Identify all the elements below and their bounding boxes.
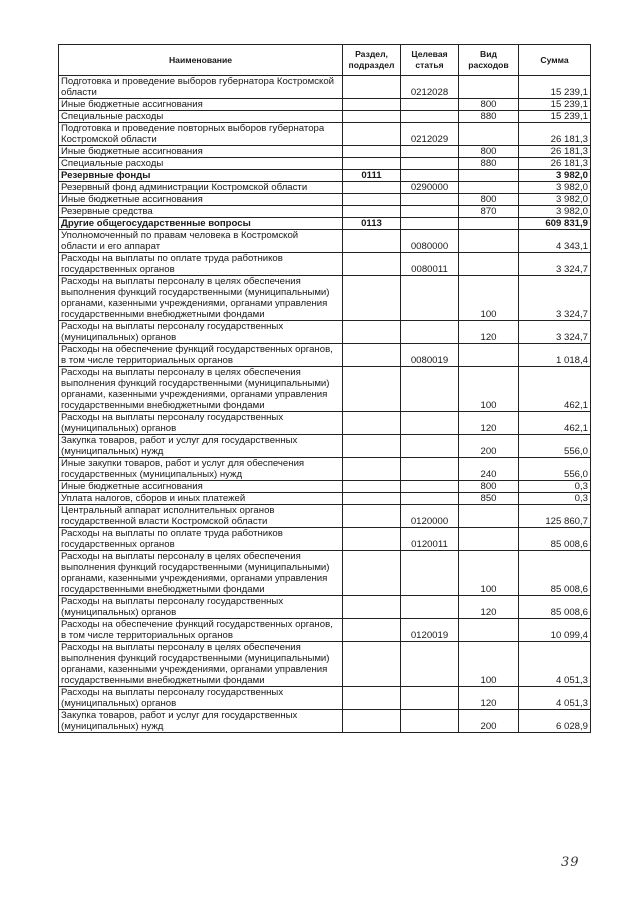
- header-sum: Сумма: [519, 45, 591, 76]
- row-name-line: Резервные фонды: [61, 170, 151, 181]
- row-sum: 15 239,1: [519, 99, 591, 111]
- budget-sheet: [58, 44, 590, 733]
- row-name-line: органами, казенными учреждениями, органами управления: [61, 298, 328, 309]
- row-name-line: государственных (муниципальных) нужд: [61, 469, 243, 480]
- row-section: 0111: [343, 170, 401, 182]
- table-row: [59, 170, 591, 182]
- row-name: [59, 194, 343, 206]
- row-name-line: (муниципальных) органов: [61, 607, 177, 618]
- row-name: [59, 76, 343, 99]
- row-name-line: выполнения функций государственными (муниципальными): [61, 653, 330, 664]
- row-name: [59, 619, 343, 642]
- row-target: [401, 146, 459, 158]
- row-section: [343, 276, 401, 321]
- row-section: [343, 619, 401, 642]
- row-target: [401, 111, 459, 123]
- row-name-line: Подготовка и проведение повторных выборов губернатора: [61, 123, 325, 134]
- row-section: [343, 182, 401, 194]
- row-sum: 3 982,0: [519, 194, 591, 206]
- row-name-line: органами, казенными учреждениями, органами управления: [61, 664, 328, 675]
- row-section: [343, 367, 401, 412]
- row-name-line: области: [61, 87, 97, 98]
- row-name-line: Специальные расходы: [61, 158, 164, 169]
- table-row: [59, 182, 591, 194]
- row-name-line: Резервный фонд администрации Костромской области: [61, 182, 308, 193]
- table-row: [59, 276, 591, 321]
- row-sum: 85 008,6: [519, 528, 591, 551]
- row-sum: 15 239,1: [519, 76, 591, 99]
- row-name-line: Расходы на выплаты персоналу государственных: [61, 321, 284, 332]
- row-name-line: Уплата налогов, сборов и иных платежей: [61, 493, 246, 504]
- row-name: [59, 642, 343, 687]
- row-name: [59, 146, 343, 158]
- table-row: [59, 481, 591, 493]
- row-sum: 26 181,3: [519, 158, 591, 170]
- row-section: [343, 493, 401, 505]
- row-sum: 4 051,3: [519, 687, 591, 710]
- row-section: 0113: [343, 218, 401, 230]
- row-sum: 26 181,3: [519, 146, 591, 158]
- row-name: [59, 253, 343, 276]
- row-name-line: Расходы на обеспечение функций государственных органов,: [61, 344, 333, 355]
- row-name: [59, 505, 343, 528]
- page-number: 39: [561, 855, 580, 870]
- row-target: [401, 596, 459, 619]
- row-name-line: органами, казенными учреждениями, органами управления: [61, 389, 328, 400]
- row-target: [401, 493, 459, 505]
- row-name: [59, 276, 343, 321]
- row-kind: 800: [459, 194, 519, 206]
- row-kind: 120: [459, 687, 519, 710]
- table-row: [59, 321, 591, 344]
- table-row: [59, 551, 591, 596]
- row-name-line: (муниципальных) нужд: [61, 721, 164, 732]
- row-sum: 1 018,4: [519, 344, 591, 367]
- row-section: [343, 321, 401, 344]
- row-name-line: государственной власти Костромской области: [61, 516, 268, 527]
- row-kind: 200: [459, 710, 519, 733]
- row-name-line: государственных органов: [61, 264, 175, 275]
- row-name-line: государственных органов: [61, 539, 175, 550]
- row-kind: 850: [459, 493, 519, 505]
- row-kind: [459, 170, 519, 182]
- row-sum: 0,3: [519, 481, 591, 493]
- row-name: [59, 344, 343, 367]
- row-name: [59, 481, 343, 493]
- table-body: [59, 76, 591, 733]
- row-sum: 0,3: [519, 493, 591, 505]
- row-target: 0080000: [401, 230, 459, 253]
- row-sum: 3 982,0: [519, 206, 591, 218]
- row-name: [59, 687, 343, 710]
- row-name-line: Специальные расходы: [61, 111, 164, 122]
- table-row: [59, 111, 591, 123]
- row-name: [59, 710, 343, 733]
- row-kind: [459, 182, 519, 194]
- row-section: [343, 344, 401, 367]
- row-name-line: Расходы на выплаты персоналу в целях обеспечения: [61, 642, 301, 653]
- row-name-line: Другие общегосударственные вопросы: [61, 218, 251, 229]
- row-target: [401, 218, 459, 230]
- row-target: [401, 412, 459, 435]
- row-section: [343, 99, 401, 111]
- row-kind: 240: [459, 458, 519, 481]
- row-name-line: выполнения функций государственными (муниципальными): [61, 562, 330, 573]
- row-name-line: государственными внебюджетными фондами: [61, 675, 265, 686]
- row-sum: 4 051,3: [519, 642, 591, 687]
- table-row: [59, 619, 591, 642]
- table-row: [59, 194, 591, 206]
- row-kind: 100: [459, 551, 519, 596]
- row-sum: 10 099,4: [519, 619, 591, 642]
- row-kind: 800: [459, 99, 519, 111]
- row-name-line: Иные бюджетные ассигнования: [61, 481, 203, 492]
- row-kind: [459, 619, 519, 642]
- row-section: [343, 596, 401, 619]
- row-target: [401, 158, 459, 170]
- row-target: 0290000: [401, 182, 459, 194]
- row-name-line: Уполномоченный по правам человека в Костромской: [61, 230, 299, 241]
- row-name-line: в том числе территориальных органов: [61, 630, 233, 641]
- row-section: [343, 458, 401, 481]
- row-name-line: (муниципальных) нужд: [61, 446, 164, 457]
- row-kind: [459, 344, 519, 367]
- row-sum: 85 008,6: [519, 551, 591, 596]
- row-sum: 462,1: [519, 412, 591, 435]
- row-sum: 462,1: [519, 367, 591, 412]
- row-target: [401, 710, 459, 733]
- row-sum: 3 982,0: [519, 170, 591, 182]
- table-row: [59, 505, 591, 528]
- row-target: 0212029: [401, 123, 459, 146]
- row-target: [401, 367, 459, 412]
- header-kind: Вид расходов: [459, 45, 519, 76]
- row-kind: [459, 76, 519, 99]
- row-kind: 100: [459, 642, 519, 687]
- row-sum: 85 008,6: [519, 596, 591, 619]
- table-row: [59, 146, 591, 158]
- row-name: [59, 458, 343, 481]
- table-row: [59, 493, 591, 505]
- row-name-line: (муниципальных) органов: [61, 423, 177, 434]
- row-sum: 556,0: [519, 458, 591, 481]
- row-name-line: Иные бюджетные ассигнования: [61, 194, 203, 205]
- row-name-line: области и его аппарат: [61, 241, 161, 252]
- row-section: [343, 528, 401, 551]
- row-section: [343, 146, 401, 158]
- row-section: [343, 642, 401, 687]
- row-name-line: Расходы на выплаты персоналу государственных: [61, 596, 284, 607]
- row-name: [59, 170, 343, 182]
- row-target: [401, 194, 459, 206]
- row-name-line: Иные бюджетные ассигнования: [61, 146, 203, 157]
- row-name: [59, 99, 343, 111]
- row-section: [343, 76, 401, 99]
- row-target: [401, 276, 459, 321]
- row-name: [59, 123, 343, 146]
- row-sum: 4 343,1: [519, 230, 591, 253]
- table-row: [59, 528, 591, 551]
- row-kind: [459, 123, 519, 146]
- row-name-line: в том числе территориальных органов: [61, 355, 233, 366]
- row-name: [59, 206, 343, 218]
- row-name: [59, 158, 343, 170]
- row-name-line: (муниципальных) органов: [61, 698, 177, 709]
- row-sum: 3 324,7: [519, 276, 591, 321]
- row-name-line: Резервные средства: [61, 206, 153, 217]
- row-name: [59, 111, 343, 123]
- table-row: [59, 230, 591, 253]
- row-name-line: государственными внебюджетными фондами: [61, 309, 265, 320]
- row-name: [59, 528, 343, 551]
- row-kind: [459, 528, 519, 551]
- header-name: Наименование: [59, 45, 343, 76]
- table-row: [59, 710, 591, 733]
- row-section: [343, 687, 401, 710]
- row-kind: [459, 253, 519, 276]
- row-kind: 870: [459, 206, 519, 218]
- row-kind: 880: [459, 111, 519, 123]
- row-section: [343, 158, 401, 170]
- table-row: [59, 76, 591, 99]
- row-name-line: Центральный аппарат исполнительных органов: [61, 505, 275, 516]
- row-kind: 120: [459, 412, 519, 435]
- header-section: Раздел, подраздел: [343, 45, 401, 76]
- row-name: [59, 493, 343, 505]
- row-name-line: Расходы на обеспечение функций государственных органов,: [61, 619, 333, 630]
- row-sum: 3 324,7: [519, 321, 591, 344]
- row-target: 0080011: [401, 253, 459, 276]
- row-name-line: Подготовка и проведение выборов губернатора Костромской: [61, 76, 335, 87]
- row-target: [401, 99, 459, 111]
- row-kind: 880: [459, 158, 519, 170]
- table-row: [59, 99, 591, 111]
- row-section: [343, 111, 401, 123]
- table-row: [59, 218, 591, 230]
- table-row: [59, 458, 591, 481]
- row-name-line: государственными внебюджетными фондами: [61, 400, 265, 411]
- row-section: [343, 710, 401, 733]
- row-name-line: Закупка товаров, работ и услуг для государственных: [61, 710, 298, 721]
- row-target: 0120000: [401, 505, 459, 528]
- row-kind: 120: [459, 596, 519, 619]
- table-row: [59, 158, 591, 170]
- row-name-line: государственными внебюджетными фондами: [61, 584, 265, 595]
- header-target: Целевая статья: [401, 45, 459, 76]
- row-kind: 200: [459, 435, 519, 458]
- table-row: [59, 412, 591, 435]
- row-sum: 609 831,9: [519, 218, 591, 230]
- row-sum: 556,0: [519, 435, 591, 458]
- row-name-line: выполнения функций государственными (муниципальными): [61, 378, 330, 389]
- row-target: [401, 551, 459, 596]
- row-target: [401, 687, 459, 710]
- row-name-line: Закупка товаров, работ и услуг для государственных: [61, 435, 298, 446]
- row-target: [401, 481, 459, 493]
- row-sum: 3 982,0: [519, 182, 591, 194]
- row-name-line: Иные закупки товаров, работ и услуг для обеспечения: [61, 458, 305, 469]
- row-section: [343, 551, 401, 596]
- row-name-line: (муниципальных) органов: [61, 332, 177, 343]
- table-row: [59, 687, 591, 710]
- row-name: [59, 218, 343, 230]
- row-section: [343, 230, 401, 253]
- row-kind: [459, 505, 519, 528]
- row-section: [343, 194, 401, 206]
- table-row: [59, 344, 591, 367]
- row-name-line: Расходы на выплаты персоналу в целях обеспечения: [61, 276, 301, 287]
- row-name-line: Расходы на выплаты персоналу в целях обеспечения: [61, 367, 301, 378]
- row-name-line: Расходы на выплаты персоналу государственных: [61, 687, 284, 698]
- row-name-line: Расходы на выплаты персоналу государственных: [61, 412, 284, 423]
- row-name-line: Расходы на выплаты по оплате труда работников: [61, 253, 283, 264]
- row-section: [343, 123, 401, 146]
- row-name-line: выполнения функций государственными (муниципальными): [61, 287, 330, 298]
- row-target: 0212028: [401, 76, 459, 99]
- row-target: 0080019: [401, 344, 459, 367]
- row-sum: 6 028,9: [519, 710, 591, 733]
- row-name: [59, 435, 343, 458]
- row-name-line: Расходы на выплаты персоналу в целях обеспечения: [61, 551, 301, 562]
- row-section: [343, 412, 401, 435]
- row-kind: 120: [459, 321, 519, 344]
- row-name: [59, 367, 343, 412]
- row-target: 0120019: [401, 619, 459, 642]
- row-kind: [459, 218, 519, 230]
- row-name: [59, 551, 343, 596]
- row-target: 0120011: [401, 528, 459, 551]
- row-name-line: Расходы на выплаты по оплате труда работников: [61, 528, 283, 539]
- table-row: [59, 596, 591, 619]
- row-kind: 800: [459, 146, 519, 158]
- row-sum: 15 239,1: [519, 111, 591, 123]
- budget-table: [58, 44, 591, 733]
- row-sum: 26 181,3: [519, 123, 591, 146]
- row-target: [401, 458, 459, 481]
- table-row: [59, 642, 591, 687]
- row-target: [401, 435, 459, 458]
- row-kind: [459, 230, 519, 253]
- row-section: [343, 505, 401, 528]
- row-name: [59, 321, 343, 344]
- row-target: [401, 642, 459, 687]
- row-name: [59, 596, 343, 619]
- table-row: [59, 123, 591, 146]
- row-kind: 800: [459, 481, 519, 493]
- row-section: [343, 253, 401, 276]
- row-name-line: Иные бюджетные ассигнования: [61, 99, 203, 110]
- row-name: [59, 412, 343, 435]
- table-row: [59, 435, 591, 458]
- table-row: [59, 253, 591, 276]
- row-section: [343, 481, 401, 493]
- table-header-row: [59, 45, 591, 76]
- table-row: [59, 367, 591, 412]
- row-sum: 3 324,7: [519, 253, 591, 276]
- row-section: [343, 435, 401, 458]
- row-name-line: Костромской области: [61, 134, 157, 145]
- row-name-line: органами, казенными учреждениями, органами управления: [61, 573, 328, 584]
- row-section: [343, 206, 401, 218]
- table-row: [59, 206, 591, 218]
- row-target: [401, 170, 459, 182]
- row-kind: 100: [459, 367, 519, 412]
- row-name: [59, 182, 343, 194]
- row-name: [59, 230, 343, 253]
- row-kind: 100: [459, 276, 519, 321]
- row-sum: 125 860,7: [519, 505, 591, 528]
- row-target: [401, 321, 459, 344]
- row-target: [401, 206, 459, 218]
